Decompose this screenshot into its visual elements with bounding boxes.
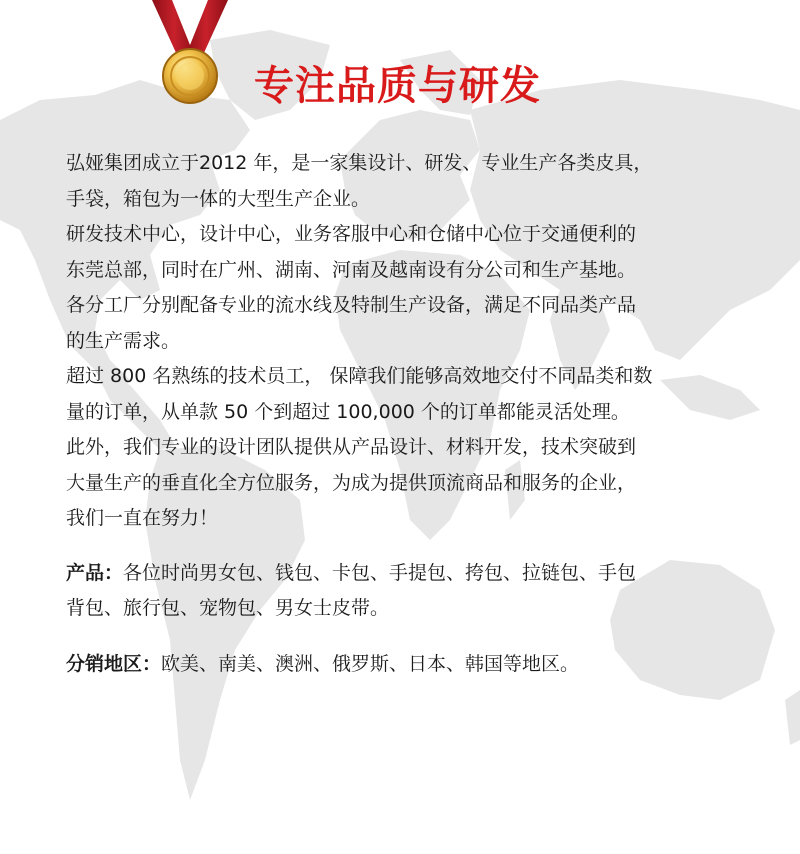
company-intro — [66, 146, 746, 682]
intro-line: 弘娅集团成立于2012 年，是一家集设计、研发、专业生产各类皮具， — [66, 152, 653, 174]
intro-line: 手袋，箱包为一体的大型生产企业。 — [66, 187, 371, 210]
intro-line: 研发技术中心，设计中心，业务客服中心和仓储中心位于交通便利的 — [66, 223, 637, 245]
distribution-text: 欧美、南美、澳洲、俄罗斯、日本、韩国等地区。 — [161, 652, 580, 675]
new-zealand-shape — [785, 690, 800, 745]
page-title: 专注品质与研发 — [254, 63, 541, 109]
intro-line: 超过 800 名熟练的技术员工， 保障我们能够高效地交付不同品类和数 — [66, 365, 653, 387]
section-spacer — [66, 627, 746, 647]
distribution-line — [66, 647, 746, 683]
section-spacer — [66, 537, 746, 556]
intro-line: 东莞总部，同时在广州、湖南、河南及越南设有分公司和生产基地。 — [66, 258, 637, 281]
intro-line: 大量生产的垂直化全方位服务，为成为提供顶流商品和服务的企业， — [66, 471, 637, 494]
intro-line: 量的订单，从单款 50 个到超过 100,000 个的订单都能灵活处理。 — [66, 400, 630, 423]
products-text: 各位时尚男女包、钱包、卡包、手提包、挎包、拉链包、手包 — [123, 561, 637, 584]
intro-line: 此外，我们专业的设计团队提供从产品设计、材料开发，技术突破到 — [66, 436, 637, 458]
products-line — [66, 556, 746, 592]
intro-line: 各分工厂分别配备专业的流水线及特制生产设备，满足不同品类产品 — [66, 294, 637, 316]
products-label: 产品： — [66, 561, 124, 584]
products-line-2: 背包、旅行包、宠物包、男女士皮带。 — [66, 597, 390, 619]
distribution-label: 分销地区： — [66, 652, 162, 675]
gold-medal-icon — [150, 0, 230, 110]
intro-line: 的生产需求。 — [66, 329, 181, 352]
intro-line: 我们一直在努力！ — [66, 507, 219, 529]
